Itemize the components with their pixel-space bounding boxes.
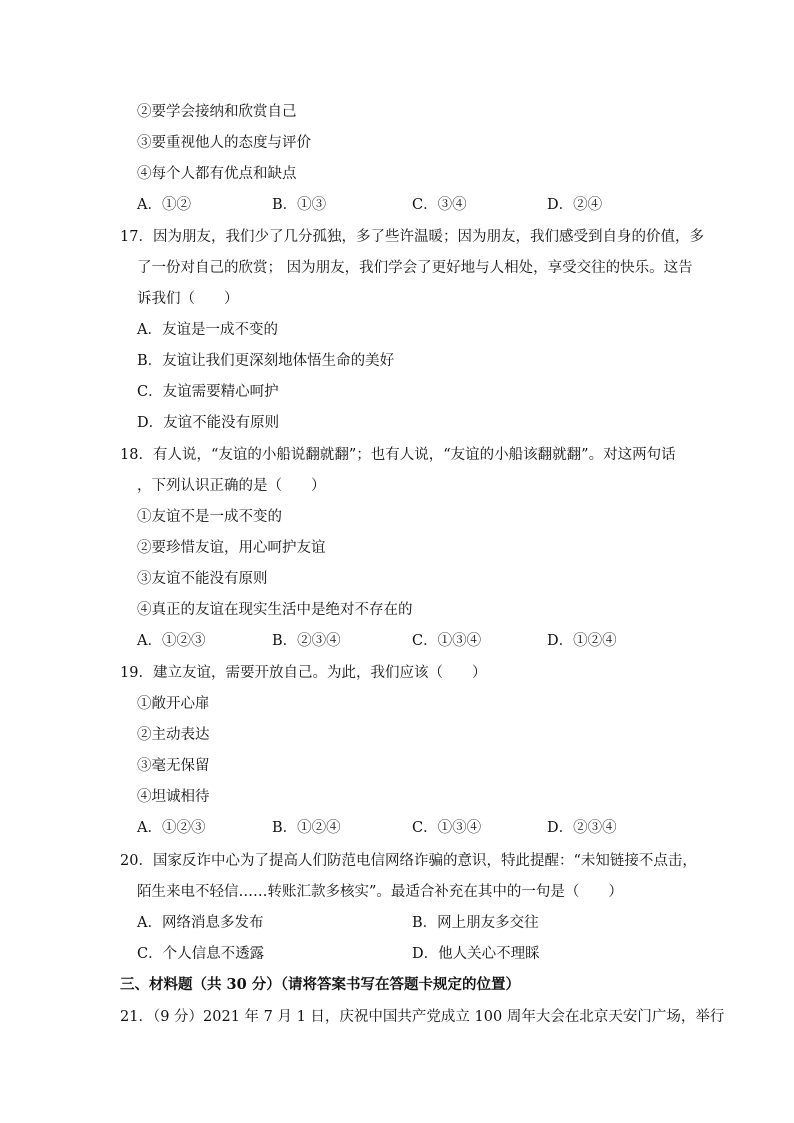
q20-option-d: D．他人关心不理睬: [412, 946, 540, 962]
q19-item-2: ②主动表达: [137, 727, 210, 743]
q16-item-4: ④每个人都有优点和缺点: [137, 166, 297, 182]
q19-option-a: A．①②③: [137, 820, 206, 836]
q18-item-2: ②要珍惜友谊，用心呵护友谊: [137, 540, 326, 556]
q17-stem-line-3: 诉我们（ ）: [137, 291, 239, 307]
q18-stem-line-1: 18．有人说，“友谊的小船说翻就翻”；也有人说，“友谊的小船该翻就翻”。对这两句话: [120, 447, 676, 463]
q19-stem-line-1: 19．建立友谊，需要开放自己。为此，我们应该（ ）: [120, 665, 487, 681]
q17-option-a: A．友谊是一成不变的: [137, 322, 278, 338]
q17-option-b: B．友谊让我们更深刻地体悟生命的美好: [137, 353, 395, 369]
q16-option-d: D．②④: [547, 197, 603, 213]
q18-option-b: B．②③④: [272, 633, 341, 649]
q17-option-c: C．友谊需要精心呵护: [137, 384, 279, 400]
q20-stem-line-2: 陌生来电不轻信……转账汇款多核实”。最适合补充在其中的一句是（ ）: [137, 884, 623, 900]
q19-option-b: B．①②④: [272, 820, 341, 836]
q20-option-a: A．网络消息多发布: [137, 915, 264, 931]
q19-item-1: ①敞开心扉: [137, 696, 210, 712]
q19-option-d: D．②③④: [547, 820, 617, 836]
q20-option-b: B．网上朋友多交往: [412, 915, 539, 931]
q18-item-3: ③友谊不能没有原则: [137, 571, 268, 587]
section-heading: 三、材料题（共 30 分）（请将答案书写在答题卡规定的位置）: [120, 976, 521, 993]
q18-item-4: ④真正的友谊在现实生活中是绝对不存在的: [137, 602, 413, 618]
q16-item-3: ③要重视他人的态度与评价: [137, 135, 311, 151]
q17-option-d: D．友谊不能没有原则: [137, 415, 280, 431]
q17-stem-line-1: 17．因为朋友，我们少了几分孤独，多了些许温暖；因为朋友，我们感受到自身的价值，多: [120, 229, 704, 245]
q18-option-c: C．①③④: [412, 633, 482, 649]
q16-option-c: C．③④: [412, 197, 467, 213]
q18-item-1: ①友谊不是一成不变的: [137, 509, 282, 525]
q20-stem-line-1: 20．国家反诈中心为了提高人们防范电信网络诈骗的意识，特此提醒：“未知链接不点击，: [120, 853, 697, 869]
q18-stem-line-2: ，下列认识正确的是（ ）: [137, 478, 326, 494]
q21-stem-line-1: 21．（9 分）2021 年 7 月 1 日，庆祝中国共产党成立 100 周年大会在北京天安门广场，举行: [120, 1009, 725, 1025]
q16-item-2: ②要学会接纳和欣赏自己: [137, 104, 297, 120]
q19-option-c: C．①③④: [412, 820, 482, 836]
q19-item-4: ④坦诚相待: [137, 789, 210, 805]
q18-option-a: A．①②③: [137, 633, 206, 649]
q17-stem-line-2: 了一份对自己的欣赏； 因为朋友，我们学会了更好地与人相处，享受交往的快乐。这告: [137, 260, 693, 276]
q16-option-b: B．①③: [272, 197, 327, 213]
q19-item-3: ③毫无保留: [137, 758, 210, 774]
q20-option-c: C．个人信息不透露: [137, 946, 265, 962]
q18-option-d: D．①②④: [547, 633, 617, 649]
q16-option-a: A．①②: [137, 197, 191, 213]
